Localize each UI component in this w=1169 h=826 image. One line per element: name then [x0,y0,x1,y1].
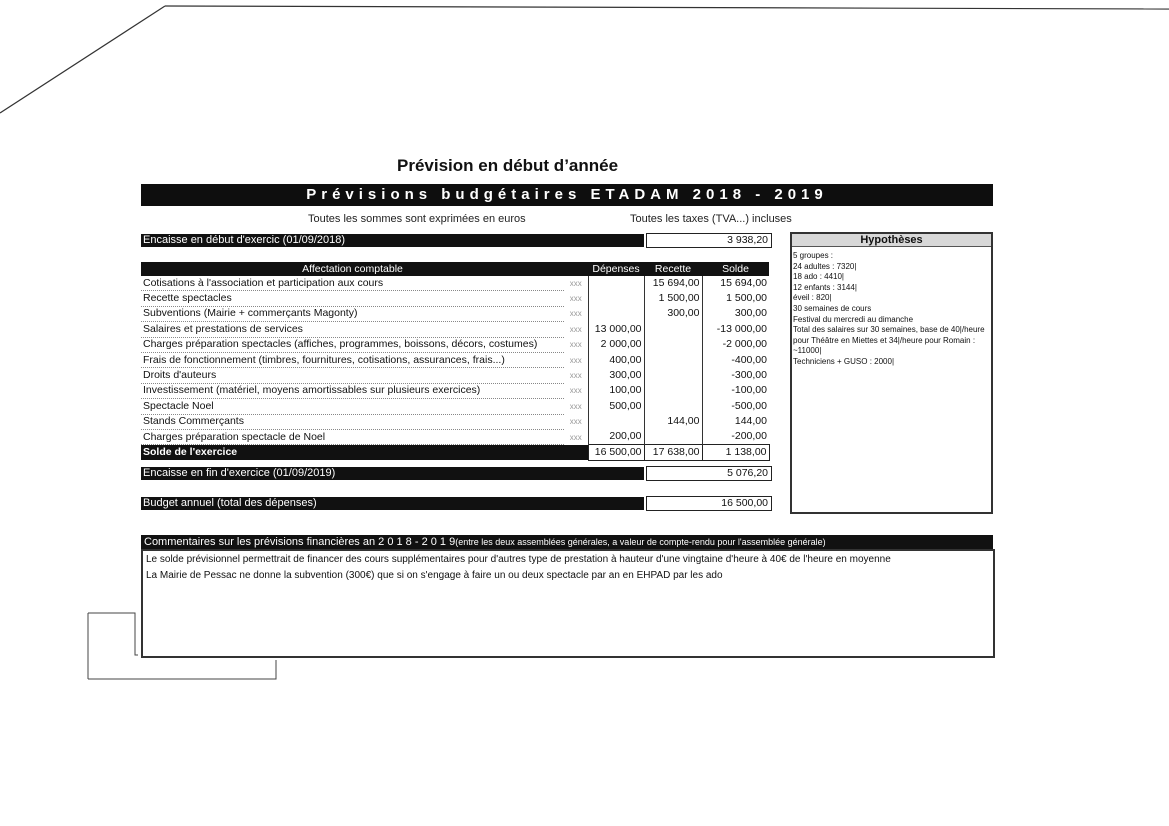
budget-header-row [141,262,769,276]
budget-row [141,383,769,398]
sheet-banner: Prévisions budgétaires ETADAM 2018 - 2019 [141,184,993,206]
budget-row-label: Salaires et prestations de services [141,322,564,337]
budget-row-label: Droits d'auteurs [141,368,564,383]
budget-row [141,322,769,337]
hypothesis-line: éveil : 820| [793,293,832,303]
budget-row-code: xxx [569,401,582,411]
budget-table [141,262,770,461]
budget-row-label: Charges préparation spectacle de Noel [141,429,564,444]
budget-row-income: 144,00 [644,414,702,429]
budget-row [141,399,769,414]
page-title: Prévision en début d’année [397,156,619,175]
budget-row-code: xxx [569,324,582,334]
budget-row-balance: -13 000,00 [702,322,769,337]
budget-row [141,276,769,291]
scan-top-line [165,6,1169,9]
budget-row [141,414,769,429]
budget-row-balance: 1 500,00 [702,291,769,306]
budget-row-code: xxx [569,309,582,319]
budget-row-balance: -300,00 [702,368,769,383]
comments-header [141,535,993,549]
hypotheses-list [793,251,989,368]
budget-row-balance: 15 694,00 [702,276,769,291]
annual-budget-label: Budget annuel (total des dépenses) [141,497,644,510]
column-header-label: Affectation comptable [141,262,564,276]
budget-row-expenses [588,276,644,291]
budget-row-label: Spectacle Noel [141,399,564,414]
budget-row-code: xxx [569,340,582,350]
budget-row-balance: -100,00 [702,383,769,398]
total-label: Solde de l'exercice [141,445,588,460]
budget-row [141,368,769,383]
budget-row-income [644,337,702,352]
budget-row-label: Recette spectacles [141,291,564,306]
budget-row-label: Cotisations à l'association et participation aux cours [141,276,564,291]
comments-box [141,549,995,658]
budget-row [141,337,769,352]
closing-cash-label: Encaisse en fin d'exercice (01/09/2019) [141,467,644,480]
budget-row-income [644,383,702,398]
budget-row [141,352,769,367]
scan-diagonal-line [0,6,165,113]
budget-row-balance: -200,00 [702,429,769,444]
budget-row-label: Investissement (matériel, moyens amortissables sur plusieurs exercices) [141,383,564,398]
column-header-income: Recette [644,262,702,276]
budget-row-expenses: 500,00 [588,399,644,414]
closing-cash-value: 5 076,20 [646,466,772,481]
hypothesis-line: 18 ado : 4410| [793,272,845,282]
budget-row-income [644,322,702,337]
budget-row-balance: 300,00 [702,306,769,321]
annual-budget-value: 16 500,00 [646,496,772,511]
budget-row-expenses: 300,00 [588,368,644,383]
opening-cash-label: Encaisse en début d'exercic (01/09/2018) [141,234,644,247]
budget-row-label: Frais de fonctionnement (timbres, fournitures, cotisations, assurances, frais...) [141,352,564,367]
budget-row-income [644,399,702,414]
scan-corner-mark [88,613,138,655]
budget-row-code: xxx [569,355,582,365]
comments-header-title: Commentaires sur les prévisions financières an 2 0 1 8 - 2 0 1 9 [144,536,456,548]
budget-row-code: xxx [569,417,582,427]
budget-row-income: 15 694,00 [644,276,702,291]
budget-row-expenses: 13 000,00 [588,322,644,337]
budget-row-income: 300,00 [644,306,702,321]
budget-row-expenses [588,291,644,306]
budget-row [141,429,769,444]
total-row [141,445,769,460]
comments-header-note: (entre les deux assemblées générales, a valeur de compte-rendu pour l'assemblée générale) [455,537,826,547]
comment-paragraph: Le solde prévisionnel permettrait de financer des cours supplémentaires pour d'autres type de prestation à hauteur d'une vingtaine d'heure à 40€ de l'heure en moyenne [146,554,891,565]
budget-row-label: Stands Commerçants [141,414,564,429]
budget-row-expenses: 400,00 [588,352,644,367]
hypothesis-line: 12 enfants : 3144| [793,282,857,292]
budget-row-balance: -400,00 [702,352,769,367]
budget-row-label: Subventions (Mairie + commerçants Magonty) [141,306,564,321]
budget-row-code: xxx [569,371,582,381]
opening-cash-value: 3 938,20 [646,233,772,248]
budget-row-code: xxx [569,432,582,442]
budget-row-expenses: 100,00 [588,383,644,398]
budget-row-expenses: 200,00 [588,429,644,444]
column-header-expenses: Dépenses [588,262,644,276]
budget-row-balance: -500,00 [702,399,769,414]
hypothesis-line: 24 adultes : 7320| [793,261,857,271]
budget-row-balance: 144,00 [702,414,769,429]
budget-row-income [644,368,702,383]
budget-row-code: xxx [569,278,582,288]
amounts-note: Toutes les sommes sont exprimées en euros [308,213,526,225]
hypothesis-line: 30 semaines de cours [793,303,872,313]
column-header-balance: Solde [702,262,769,276]
budget-row-balance: -2 000,00 [702,337,769,352]
taxes-note: Toutes les taxes (TVA...) incluses [630,213,792,225]
budget-row-code: xxx [569,386,582,396]
total-expenses: 16 500,00 [588,445,644,460]
hypothesis-line: Total des salaires sur 30 semaines, base de 40|/heure pour Théâtre en Miettes et 34|/heure pour Romain : ~11000| [793,325,985,356]
scan-bottom-mark [88,660,276,679]
hypothesis-line: Festival du mercredi au dimanche [793,314,914,324]
budget-row-income [644,352,702,367]
budget-row-expenses [588,306,644,321]
comment-paragraph: La Mairie de Pessac ne donne la subvention (300€) que si on s'engage à faire un ou deux spectacle par an en EHPAD par les ado [146,570,723,581]
hypotheses-title: Hypothèses [792,234,991,247]
budget-row [141,306,769,321]
budget-row-code: xxx [569,294,582,304]
budget-row [141,291,769,306]
budget-row-income: 1 500,00 [644,291,702,306]
budget-row-label: Charges préparation spectacles (affiches, programmes, boissons, décors, costumes) [141,337,564,352]
total-balance: 1 138,00 [702,445,769,460]
total-income: 17 638,00 [644,445,702,460]
budget-row-expenses [588,414,644,429]
budget-row-income [644,429,702,444]
budget-row-expenses: 2 000,00 [588,337,644,352]
hypothesis-line: 5 groupes : [793,251,834,260]
hypothesis-line: Techniciens + GUSO : 2000| [793,356,895,366]
